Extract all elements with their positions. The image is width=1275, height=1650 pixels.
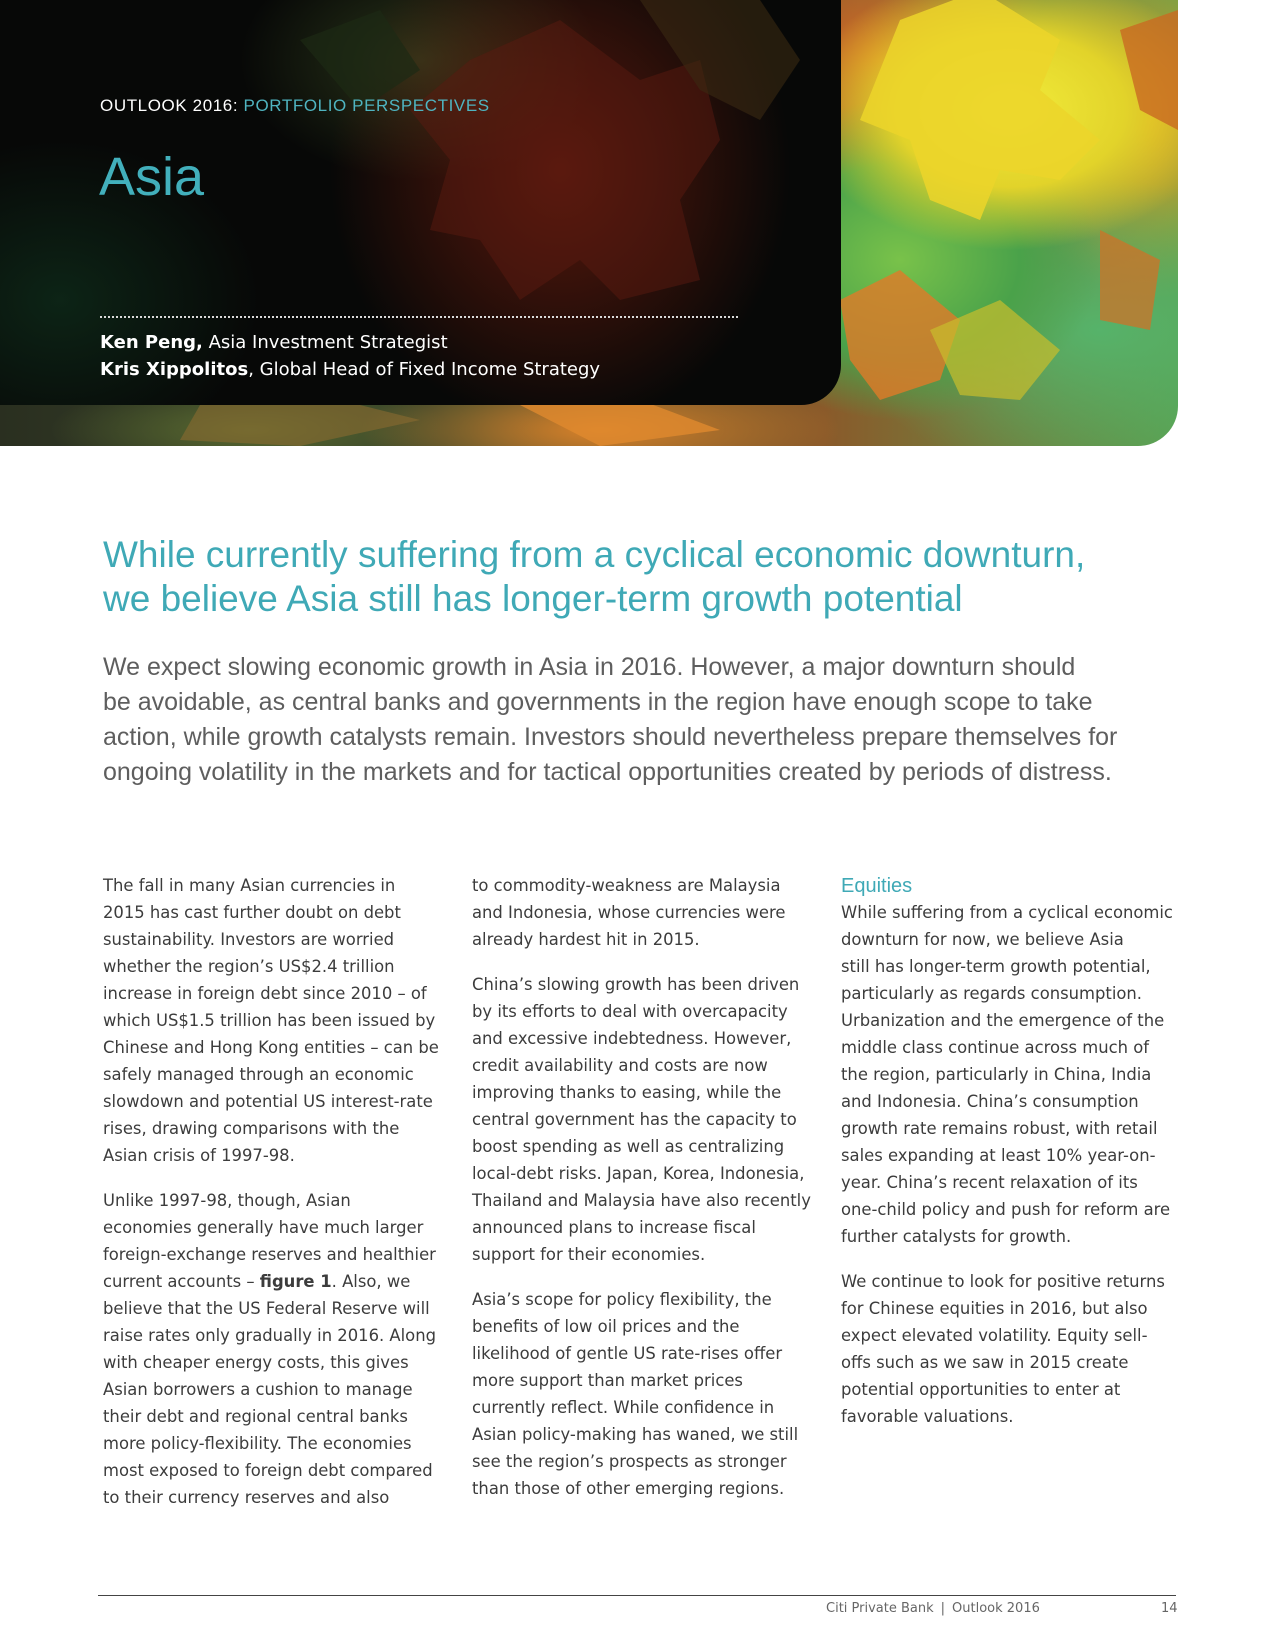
text-line: further catalysts for growth. xyxy=(841,1227,1072,1246)
text-line: already hardest hit in 2015. xyxy=(472,930,700,949)
footer-publication-name: Outlook 2016 xyxy=(952,1601,1040,1616)
text-line: more policy-flexibility. The economies xyxy=(103,1434,412,1453)
kicker-prefix: OUTLOOK 2016: xyxy=(100,96,239,115)
headline xyxy=(103,533,1183,621)
text-line: Thailand and Malaysia have also recently xyxy=(472,1191,811,1210)
intro-line: action, while growth catalysts remain. Investors should nevertheless prepare themselves for xyxy=(103,723,1118,751)
text-line: particularly as regards consumption. xyxy=(841,984,1143,1003)
body-column-1 xyxy=(103,872,453,1529)
text-line: rises, drawing comparisons with the xyxy=(103,1119,400,1138)
text-line: the region, particularly in China, India xyxy=(841,1065,1152,1084)
text-line: favorable valuations. xyxy=(841,1407,1014,1426)
text-line: safely managed through an economic xyxy=(103,1065,414,1084)
text-fragment: . Also, we xyxy=(331,1272,411,1291)
author-list xyxy=(100,329,600,383)
text-line: potential opportunities to enter at xyxy=(841,1380,1121,1399)
text-line: sales expanding at least 10% year-on- xyxy=(841,1146,1156,1165)
text-line: slowdown and potential US interest-rate xyxy=(103,1092,433,1111)
text-line: for Chinese equities in 2016, but also xyxy=(841,1299,1148,1318)
text-line: believe that the US Federal Reserve will xyxy=(103,1299,430,1318)
author-role: Asia Investment Strategist xyxy=(208,332,448,353)
paragraph xyxy=(103,872,453,1169)
text-line: one-child policy and push for reform are xyxy=(841,1200,1171,1219)
text-line: 2015 has cast further doubt on debt xyxy=(103,903,401,922)
text-line: Unlike 1997-98, though, Asian xyxy=(103,1191,351,1210)
intro-line: ongoing volatility in the markets and for tactical opportunities created by periods of distress. xyxy=(103,758,1112,786)
text-line: economies generally have much larger xyxy=(103,1218,424,1237)
text-line: and Indonesia, whose currencies were xyxy=(472,903,786,922)
text-line: Asian policy-making has waned, we still xyxy=(472,1425,799,1444)
paragraph xyxy=(472,1286,822,1502)
author-line xyxy=(100,356,600,383)
text-line: boost spending as well as centralizing xyxy=(472,1137,785,1156)
text-line: increase in foreign debt since 2010 – of xyxy=(103,984,427,1003)
hero-title-panel xyxy=(0,0,841,405)
section-heading-equities: Equities xyxy=(841,875,913,897)
text-line: offs such as we saw in 2015 create xyxy=(841,1353,1129,1372)
text-line: improving thanks to easing, while the xyxy=(472,1083,782,1102)
text-line: foreign-exchange reserves and healthier xyxy=(103,1245,436,1264)
headline-line: we believe Asia still has longer-term growth potential xyxy=(103,578,963,619)
text-line: Asian borrowers a cushion to manage xyxy=(103,1380,413,1399)
page-number: 14 xyxy=(1161,1601,1178,1616)
text-line: Chinese and Hong Kong entities – can be xyxy=(103,1038,439,1057)
hero-banner xyxy=(0,0,1178,446)
text-line: expect elevated volatility. Equity sell- xyxy=(841,1326,1148,1345)
text-line: Asia’s scope for policy flexibility, the xyxy=(472,1290,772,1309)
text-line: We continue to look for positive returns xyxy=(841,1272,1165,1291)
text-line: which US$1.5 trillion has been issued by xyxy=(103,1011,436,1030)
text-line: year. China’s recent relaxation of its xyxy=(841,1173,1138,1192)
text-line: see the region’s prospects as stronger xyxy=(472,1452,787,1471)
text-line: by its efforts to deal with overcapacity xyxy=(472,1002,788,1021)
text-line: with cheaper energy costs, this gives xyxy=(103,1353,409,1372)
author-line xyxy=(100,329,600,356)
intro-line: We expect slowing economic growth in Asia in 2016. However, a major downturn should xyxy=(103,653,1076,681)
text-fragment: current accounts – xyxy=(103,1272,260,1291)
text-line: announced plans to increase fiscal xyxy=(472,1218,756,1237)
author-name: Kris Xippolitos xyxy=(100,359,249,380)
text-line: raise rates only gradually in 2016. Along xyxy=(103,1326,437,1345)
text-line: than those of other emerging regions. xyxy=(472,1479,785,1498)
text-line: growth rate remains robust, with retail xyxy=(841,1119,1158,1138)
footer-publication xyxy=(826,1601,1040,1616)
text-line: support for their economies. xyxy=(472,1245,706,1264)
paragraph xyxy=(841,1268,1191,1430)
paragraph xyxy=(472,872,822,953)
headline-line: While currently suffering from a cyclical economic downturn, xyxy=(103,534,1086,575)
text-line: central government has the capacity to xyxy=(472,1110,797,1129)
footer-publisher: Citi Private Bank xyxy=(826,1601,934,1616)
text-line: downturn for now, we believe Asia xyxy=(841,930,1124,949)
body-column-3 xyxy=(841,873,1191,1448)
footer-divider xyxy=(98,1595,1176,1596)
text-line: Urbanization and the emergence of the xyxy=(841,1011,1165,1030)
author-name: Ken Peng, xyxy=(100,332,203,353)
dotted-divider xyxy=(100,316,738,318)
text-line: their debt and regional central banks xyxy=(103,1407,408,1426)
text-line: benefits of low oil prices and the xyxy=(472,1317,740,1336)
page-title: Asia xyxy=(99,147,205,207)
report-kicker xyxy=(100,96,490,116)
text-line: more support than market prices xyxy=(472,1371,743,1390)
author-role: , Global Head of Fixed Income Strategy xyxy=(248,359,601,380)
intro-paragraph xyxy=(103,650,1183,790)
paragraph xyxy=(841,899,1191,1250)
text-line: still has longer-term growth potential, xyxy=(841,957,1151,976)
kicker-accent: PORTFOLIO PERSPECTIVES xyxy=(243,96,490,115)
footer-separator: | xyxy=(940,1601,946,1616)
text-line: to commodity-weakness are Malaysia xyxy=(472,876,781,895)
text-line: whether the region’s US$2.4 trillion xyxy=(103,957,395,976)
figure-reference-link[interactable]: figure 1 xyxy=(259,1272,332,1291)
text-line: China’s slowing growth has been driven xyxy=(472,975,800,994)
text-line: and excessive indebtedness. However, xyxy=(472,1029,792,1048)
body-column-2 xyxy=(472,872,822,1520)
text-line: currently reflect. While confidence in xyxy=(472,1398,775,1417)
text-line: most exposed to foreign debt compared xyxy=(103,1461,433,1480)
text-line: The fall in many Asian currencies in xyxy=(103,876,396,895)
text-line: to their currency reserves and also xyxy=(103,1488,390,1507)
text-line xyxy=(103,1268,453,1295)
paragraph xyxy=(472,971,822,1268)
text-line: sustainability. Investors are worried xyxy=(103,930,395,949)
intro-line: be avoidable, as central banks and governments in the region have enough scope to take xyxy=(103,688,1093,716)
text-line: local-debt risks. Japan, Korea, Indonesia, xyxy=(472,1164,805,1183)
text-line: and Indonesia. China’s consumption xyxy=(841,1092,1139,1111)
text-line: credit availability and costs are now xyxy=(472,1056,768,1075)
text-line: middle class continue across much of xyxy=(841,1038,1150,1057)
paragraph xyxy=(103,1187,453,1511)
text-line: Asian crisis of 1997-98. xyxy=(103,1146,295,1165)
text-line: While suffering from a cyclical economic xyxy=(841,903,1173,922)
text-line: likelihood of gentle US rate-rises offer xyxy=(472,1344,783,1363)
